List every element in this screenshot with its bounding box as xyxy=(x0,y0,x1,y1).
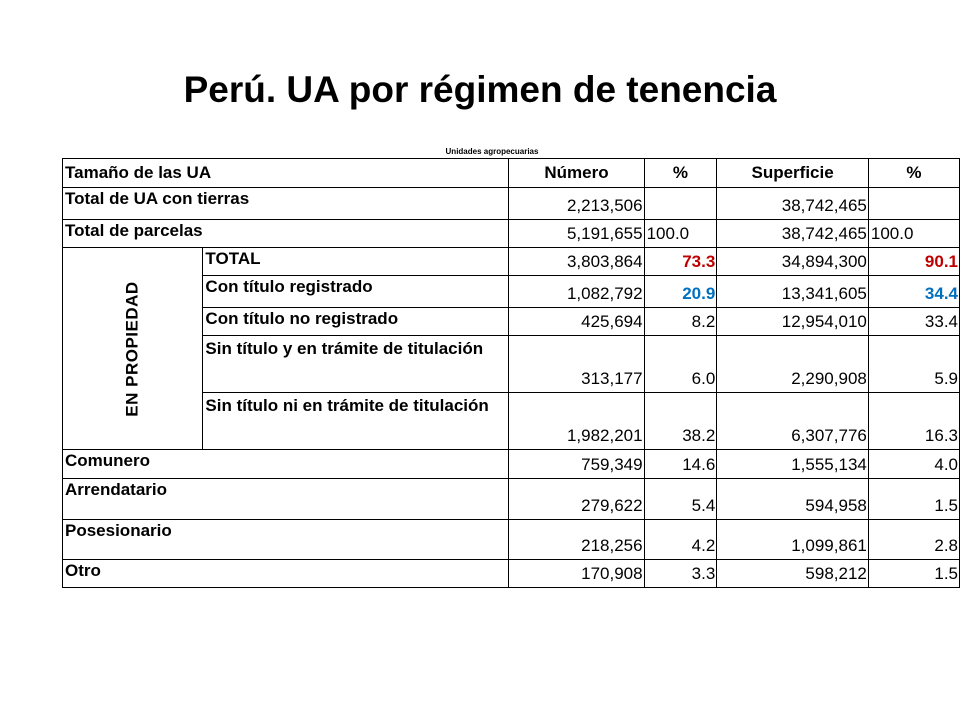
cell-pct-numero: 8.2 xyxy=(644,308,717,336)
cell-pct-superficie: 100.0 xyxy=(868,220,959,248)
cell-pct-numero: 14.6 xyxy=(644,450,717,479)
tenure-table xyxy=(62,158,960,588)
cell-pct-superficie: 1.5 xyxy=(868,479,959,520)
row-label: Total de parcelas xyxy=(63,220,509,248)
cell-pct-superficie xyxy=(868,188,959,220)
cell-pct-superficie: 16.3 xyxy=(868,393,959,450)
table-row xyxy=(63,248,960,276)
cell-pct-numero: 4.2 xyxy=(644,520,717,560)
cell-superficie: 598,212 xyxy=(717,560,869,588)
table-row xyxy=(63,220,960,248)
group-label: EN PROPIEDAD xyxy=(122,280,142,417)
row-label: TOTAL xyxy=(203,248,509,276)
header-label: Tamaño de las UA xyxy=(63,159,509,188)
cell-superficie: 6,307,776 xyxy=(717,393,869,450)
cell-superficie: 1,555,134 xyxy=(717,450,869,479)
header-superficie: Superficie xyxy=(717,159,869,188)
cell-numero: 279,622 xyxy=(509,479,644,520)
cell-numero: 1,082,792 xyxy=(509,276,644,308)
table-row xyxy=(63,520,960,560)
cell-numero: 759,349 xyxy=(509,450,644,479)
row-label: Total de UA con tierras xyxy=(63,188,509,220)
cell-numero: 218,256 xyxy=(509,520,644,560)
table-row xyxy=(63,479,960,520)
row-label: Con título registrado xyxy=(203,276,509,308)
cell-numero: 170,908 xyxy=(509,560,644,588)
cell-numero: 1,982,201 xyxy=(509,393,644,450)
row-label: Otro xyxy=(63,560,509,588)
cell-superficie: 34,894,300 xyxy=(717,248,869,276)
cell-pct-superficie: 33.4 xyxy=(868,308,959,336)
cell-pct-numero: 38.2 xyxy=(644,393,717,450)
cell-superficie: 38,742,465 xyxy=(717,188,869,220)
cell-numero: 313,177 xyxy=(509,336,644,393)
page-title: Perú. UA por régimen de tenencia xyxy=(183,69,777,110)
cell-superficie: 12,954,010 xyxy=(717,308,869,336)
cell-superficie: 13,341,605 xyxy=(717,276,869,308)
cell-pct-numero xyxy=(644,188,717,220)
table-row xyxy=(63,188,960,220)
row-label: Posesionario xyxy=(63,520,509,560)
cell-pct-superficie: 2.8 xyxy=(868,520,959,560)
cell-pct-numero: 3.3 xyxy=(644,560,717,588)
header-pct-numero: % xyxy=(644,159,717,188)
cell-pct-superficie: 34.4 xyxy=(868,276,959,308)
header-numero: Número xyxy=(509,159,644,188)
cell-pct-superficie: 4.0 xyxy=(868,450,959,479)
cell-superficie: 1,099,861 xyxy=(717,520,869,560)
row-label: Sin título y en trámite de titulación xyxy=(203,336,509,393)
cell-superficie: 2,290,908 xyxy=(717,336,869,393)
cell-numero: 3,803,864 xyxy=(509,248,644,276)
table-header-row xyxy=(63,159,960,188)
table-subtitle: Unidades agropecuarias xyxy=(445,147,539,156)
row-label: Sin título ni en trámite de titulación xyxy=(203,393,509,450)
row-label: Comunero xyxy=(63,450,509,479)
header-pct-superficie: % xyxy=(868,159,959,188)
cell-superficie: 38,742,465 xyxy=(717,220,869,248)
row-label: Arrendatario xyxy=(63,479,509,520)
table-row xyxy=(63,560,960,588)
cell-pct-numero: 20.9 xyxy=(644,276,717,308)
cell-numero: 5,191,655 xyxy=(509,220,644,248)
cell-pct-numero: 6.0 xyxy=(644,336,717,393)
cell-pct-superficie: 5.9 xyxy=(868,336,959,393)
cell-pct-numero: 5.4 xyxy=(644,479,717,520)
cell-numero: 425,694 xyxy=(509,308,644,336)
table-row xyxy=(63,450,960,479)
group-label-cell xyxy=(63,248,203,450)
cell-pct-numero: 73.3 xyxy=(644,248,717,276)
cell-numero: 2,213,506 xyxy=(509,188,644,220)
cell-pct-numero: 100.0 xyxy=(644,220,717,248)
cell-pct-superficie: 1.5 xyxy=(868,560,959,588)
cell-superficie: 594,958 xyxy=(717,479,869,520)
cell-pct-superficie: 90.1 xyxy=(868,248,959,276)
row-label: Con título no registrado xyxy=(203,308,509,336)
